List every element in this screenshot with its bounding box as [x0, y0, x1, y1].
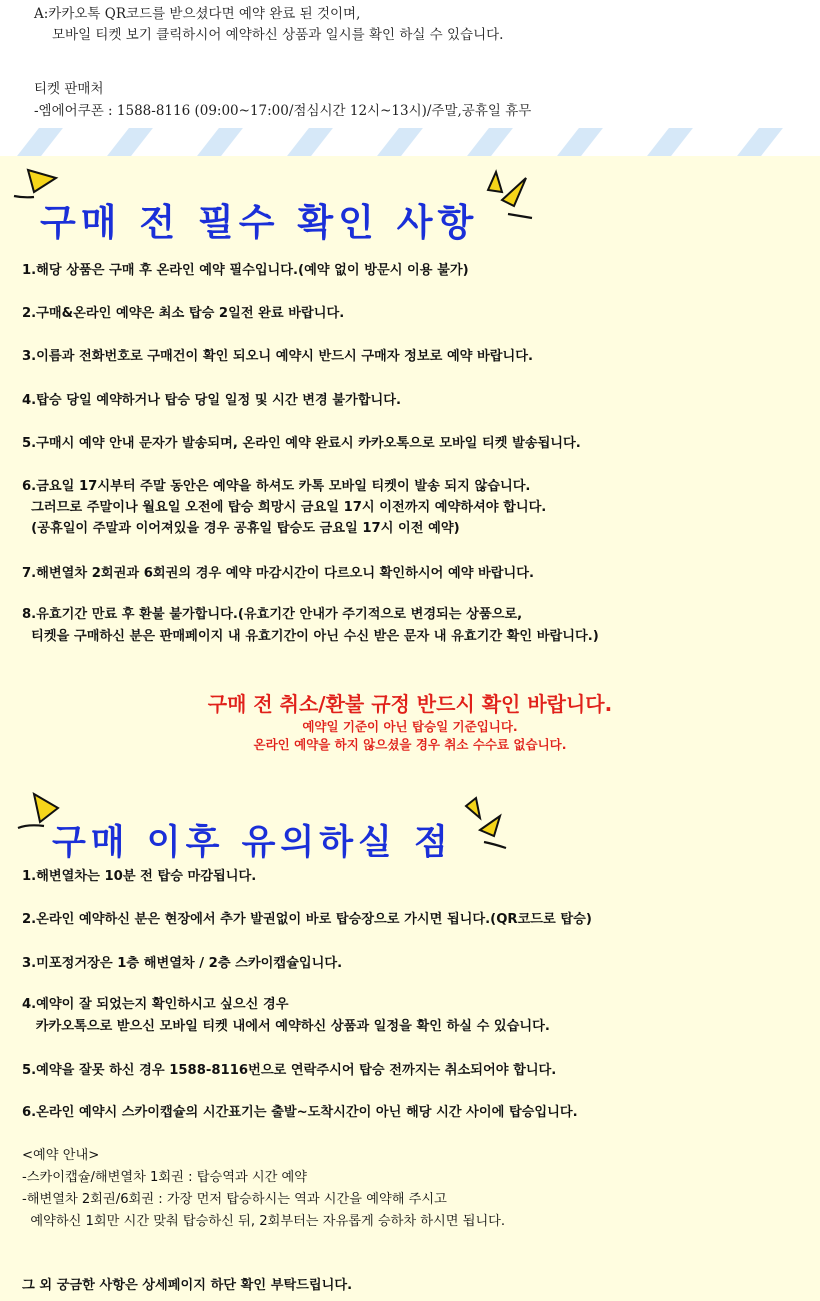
sparkle-right-icon [486, 170, 536, 230]
section2-item: 3.미포정거장은 1층 해변열차 / 2층 스카이캡슐입니다. [22, 956, 343, 971]
section1-item: 6.금요일 17시부터 주말 동안은 예약을 하셔도 카톡 모바일 티켓이 발송 되지 않습니다. [22, 479, 531, 494]
decorative-stripe [467, 128, 513, 156]
section1-item: 그러므로 주말이나 월요일 오전에 탑승 희망시 금요일 17시 이전까지 예약하셔야 합니다. [22, 500, 547, 515]
section2-item: 2.온라인 예약하신 분은 현장에서 추가 발권없이 바로 탑승장으로 가시면 됩니다.(QR코드로 탑승) [22, 912, 592, 927]
section1-item: (공휴일이 주말과 이어져있을 경우 공휴일 탑승도 금요일 17시 이전 예약) [22, 521, 460, 536]
section2-heading: 구매 이후 유의하실 점 [52, 823, 453, 863]
section1-item: 티켓을 구매하신 분은 판매페이지 내 유효기간이 아닌 수신 받은 문자 내 유효기간 확인 바랍니다.) [22, 629, 599, 644]
sparkle-right-icon [464, 796, 514, 852]
sparkle-left-icon [14, 792, 54, 842]
section1-item: 2.구매&온라인 예약은 최소 탑승 2일전 완료 바랍니다. [22, 306, 345, 321]
intro-line-1: A:카카오톡 QR코드를 받으셨다면 예약 완료 된 것이며, [34, 6, 361, 22]
section2-item: 카카오톡으로 받으신 모바일 티켓 내에서 예약하신 상품과 일정을 확인 하실 수 있습니다. [22, 1019, 550, 1034]
intro-line-2: 모바일 티켓 보기 클릭하시어 예약하신 상품과 일시를 확인 하실 수 있습니다. [52, 27, 504, 43]
refund-line-2: 온라인 예약을 하지 않으셨을 경우 취소 수수료 없습니다. [253, 737, 567, 752]
section2-item: 1.해변열차는 10분 전 탑승 마감됩니다. [22, 869, 257, 884]
decorative-stripe [197, 128, 243, 156]
reservation-guide-item: -해변열차 2회권/6회권 : 가장 먼저 탑승하시는 역과 시간을 예약해 주시고 [22, 1192, 447, 1207]
section1-heading: 구매 전 필수 확인 사항 [40, 201, 479, 244]
decorative-stripe [17, 128, 63, 156]
intro-section [0, 0, 820, 156]
section2-item: 5.예약을 잘못 하신 경우 1588-8116번으로 연락주시어 탑승 전까지는 취소되어야 합니다. [22, 1063, 557, 1078]
decorative-stripe [737, 128, 783, 156]
decorative-stripe [647, 128, 693, 156]
reservation-guide-item: -스카이캡슐/해변열차 1회권 : 탑승역과 시간 예약 [22, 1170, 308, 1185]
section1-item: 3.이름과 전화번호로 구매건이 확인 되오니 예약시 반드시 구매자 정보로 예약 바랍니다. [22, 349, 533, 364]
section1-item: 5.구매시 예약 안내 문자가 발송되며, 온라인 예약 완료시 카카오톡으로 모바일 티켓 발송됩니다. [22, 436, 581, 451]
refund-line-1: 예약일 기준이 아닌 탑승일 기준입니다. [302, 719, 518, 734]
decorative-stripe [557, 128, 603, 156]
closing-note: 그 외 궁금한 사항은 상세페이지 하단 확인 부탁드립니다. [22, 1278, 353, 1293]
section2-item: 6.온라인 예약시 스카이캡슐의 시간표기는 출발~도착시간이 아닌 해당 시간 사이에 탑승입니다. [22, 1105, 578, 1120]
decorative-stripe [377, 128, 423, 156]
vendor-title: 티켓 판매처 [34, 81, 104, 97]
vendor-info: -엠에어쿠폰 : 1588-8116 (09:00~17:00/점심시간 12시~13시)/주말,공휴일 휴무 [34, 103, 532, 119]
decorative-stripe [287, 128, 333, 156]
section1-item: 4.탑승 당일 예약하거나 탑승 당일 일정 및 시간 변경 불가합니다. [22, 393, 401, 408]
section1-item: 1.해당 상품은 구매 후 온라인 예약 필수입니다.(예약 없이 방문시 이용 불가) [22, 263, 469, 278]
section1-item: 7.해변열차 2회권과 6회권의 경우 예약 마감시간이 다르오니 확인하시어 예약 바랍니다. [22, 566, 534, 581]
reservation-guide-title: <예약 안내> [22, 1148, 100, 1163]
reservation-guide-item: 예약하신 1회만 시간 맞춰 탑승하신 뒤, 2회부터는 자유롭게 승하차 하시면 됩니다. [22, 1214, 506, 1229]
section2-item: 4.예약이 잘 되었는지 확인하시고 싶으신 경우 [22, 997, 289, 1012]
decorative-stripe [107, 128, 153, 156]
section1-item: 8.유효기간 만료 후 환불 불가합니다.(유효기간 안내가 주기적으로 변경되는 상품으로, [22, 607, 523, 622]
refund-title: 구매 전 취소/환불 규정 반드시 확인 바랍니다. [207, 692, 613, 716]
